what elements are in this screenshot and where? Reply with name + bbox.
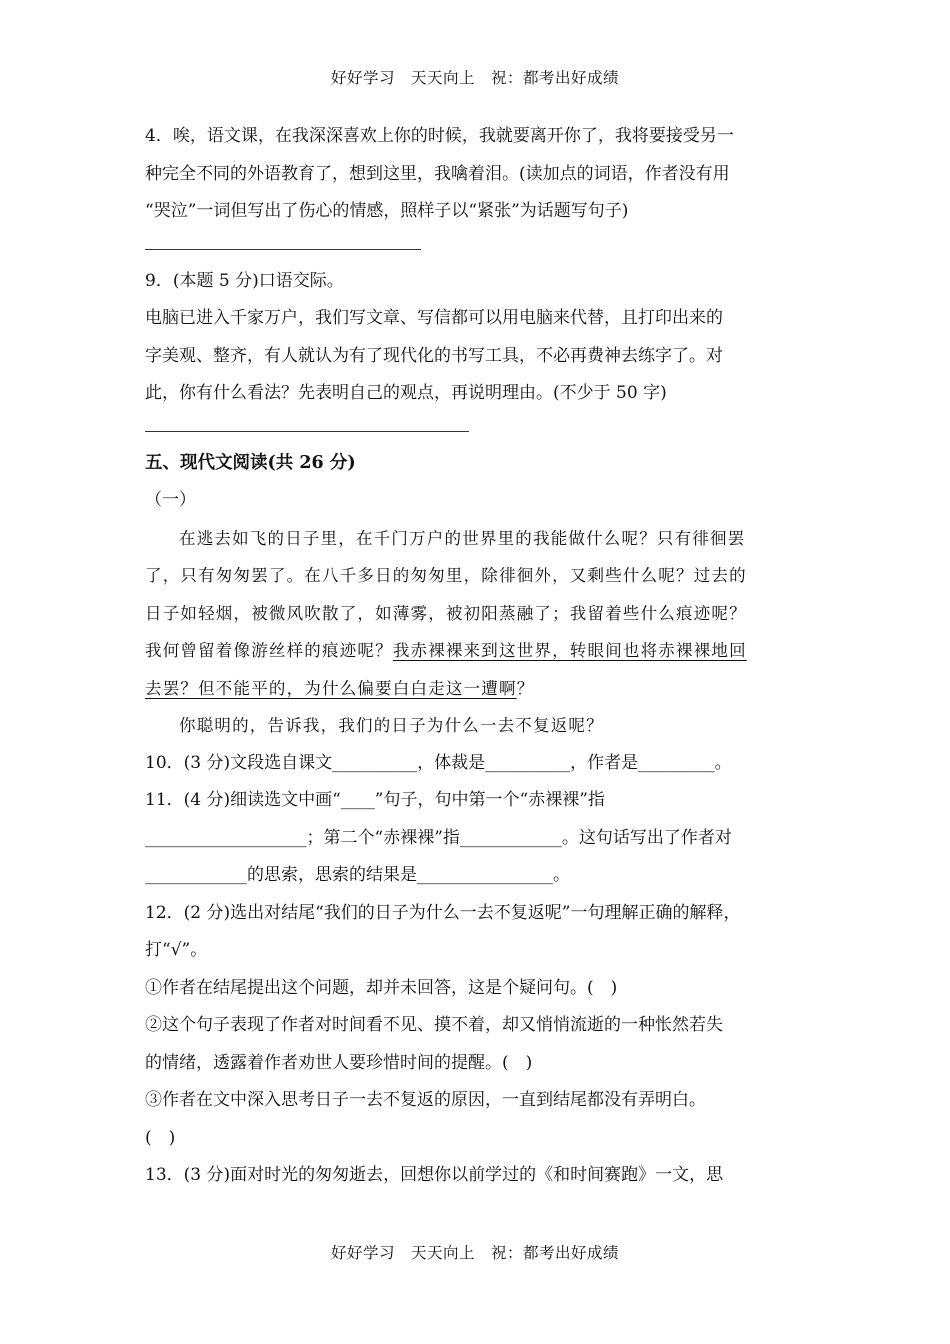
passage-line-5-end: ？ <box>516 678 535 698</box>
passage-line-1: 在逃去如飞的日子里，在千门万户的世界里的我能做什么呢？只有徘徊罢 <box>179 528 746 548</box>
q12-line-2: 打“√”。 <box>145 940 208 960</box>
section-5-title: 五、现代文阅读(共 26 分) <box>145 452 356 473</box>
underlined-sentence-part-1: 我赤裸裸来到这世界，转眼间也将赤裸裸地回 <box>392 641 747 660</box>
q11-line-2: ___________________；第二个“赤裸裸”指____________。这句话写出了作者对 <box>145 827 732 848</box>
q11-line-1: 11．(4 分)细读选文中画“____”句子，句中第一个“赤裸裸”指 <box>145 790 605 810</box>
passage-line-6: 你聪明的，告诉我，我们的日子为什么一去不复返呢？ <box>179 716 604 735</box>
q4-line-1: 4．唉，语文课，在我深深喜欢上你的时候，我就要离开你了，我将要接受另一 <box>145 126 734 146</box>
q13-line-1: 13．(3 分)面对时光的匆匆逝去，回想你以前学过的《和时间赛跑》一文，思 <box>145 1165 724 1185</box>
q9-line-3: 此，你有什么看法？先表明自己的观点，再说明理由。(不少于 50 字) <box>145 383 667 403</box>
q10-text: 10．(3 分)文段选自课文__________，体裁是__________，作者是_________。 <box>145 752 732 773</box>
page-footer: 好好学习 天天向上 祝：都考出好成绩 <box>330 1244 619 1262</box>
q4-line-2: 种完全不同的外语教育了，想到这里，我噙着泪。(读加点的词语，作者没有用 <box>145 163 730 184</box>
q9-line-2: 字美观、整齐，有人就认为有了现代化的书写工具，不必再费神去练字了。对 <box>145 345 723 366</box>
q12-option-2a: ②这个句子表现了作者对时间看不见、摸不着，却又悄悄流逝的一种怅然若失 <box>145 1015 723 1035</box>
passage-line-5 <box>145 670 807 708</box>
q9-answer-line[interactable] <box>145 431 469 432</box>
q11-line-3: ____________的思索，思索的结果是________________。 <box>145 865 570 885</box>
q12-option-2b: 的情绪，透露着作者劝世人要珍惜时间的提醒。( ) <box>145 1052 533 1073</box>
document-body <box>145 118 807 1195</box>
q12-option-3a: ③作者在文中深入思考日子一去不复返的原因，一直到结尾都没有弄明白。 <box>145 1090 706 1110</box>
q12-option-3b: ( ) <box>145 1127 176 1148</box>
q4-line-3: “哭泣”一词但写出了伤心的情感，照样子以“紧张”为话题写句子) <box>145 201 629 221</box>
q4-answer-line[interactable] <box>145 249 421 250</box>
passage-line-4 <box>145 632 807 670</box>
underlined-sentence-part-2: 去罢？但不能平的，为什么偏要白白走这一遭啊 <box>145 678 517 698</box>
passage-line-3: 日子如轻烟，被微风吹散了，如薄雾，被初阳蒸融了；我留着些什么痕迹呢？ <box>145 603 747 623</box>
q12-line-1: 12．(2 分)选出对结尾“我们的日子为什么一去不复返呢”一句理解正确的解释， <box>145 902 741 923</box>
q9-title: 9．(本题 5 分)口语交际。 <box>145 270 344 291</box>
q9-line-1: 电脑已进入千家万户，我们写文章、写信都可以用电脑来代替，且打印出来的 <box>145 308 723 328</box>
q12-option-1: ①作者在结尾提出这个问题，却并未回答，这是个疑问句。( ) <box>145 977 618 998</box>
passage-line-2: 了，只有匆匆罢了。在八千多日的匆匆里，除徘徊外，又剩些什么呢？过去的 <box>145 566 747 585</box>
section-5-subtitle: （一） <box>145 490 196 510</box>
passage-line-4-plain: 我何曾留着像游丝样的痕迹呢？ <box>145 641 393 660</box>
page-header: 好好学习 天天向上 祝：都考出好成绩 <box>330 69 619 87</box>
